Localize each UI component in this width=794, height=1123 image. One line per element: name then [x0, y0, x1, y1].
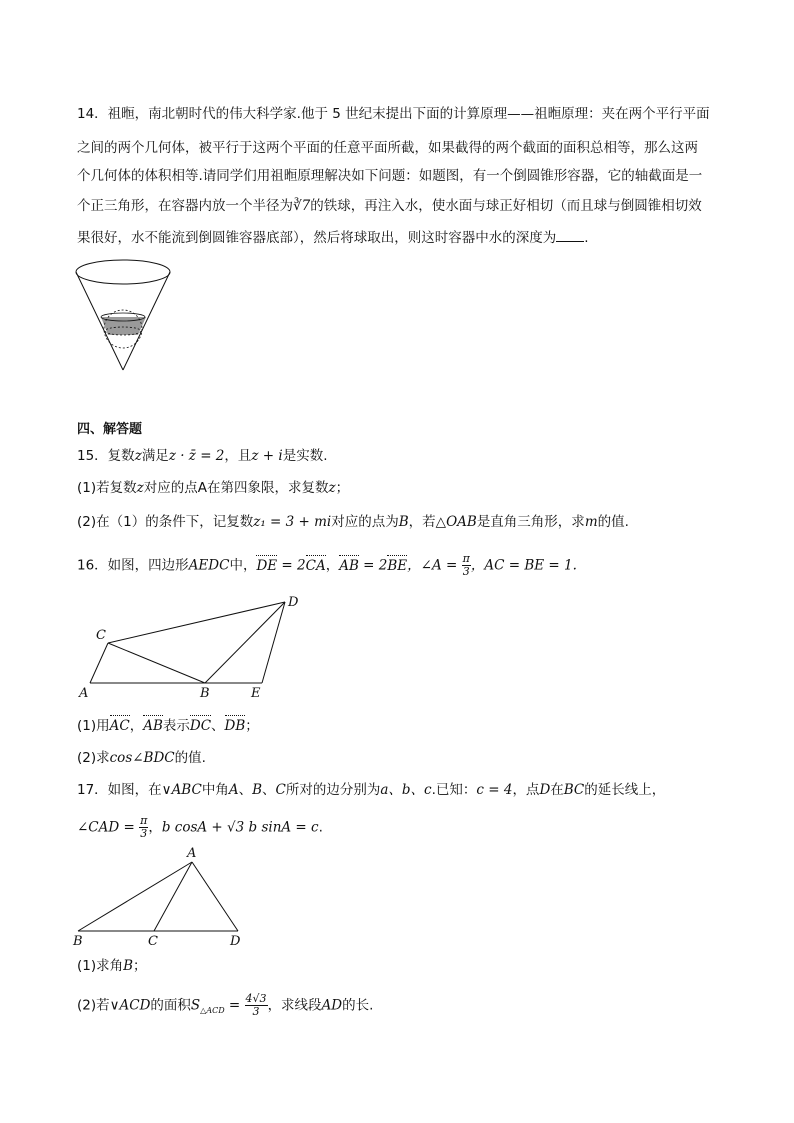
q15-text: ，且	[224, 448, 252, 464]
q17-text: .	[318, 819, 323, 836]
vector-CA: CA	[305, 557, 326, 574]
vector-DB: DB	[224, 718, 246, 734]
q16-equation: ，∠A =	[407, 557, 462, 574]
q15-text: 15．复数	[77, 448, 135, 464]
q15-equation: z₁ = 3 + mi	[253, 514, 332, 530]
q17-text: 的延长线上，	[584, 782, 666, 798]
q15-part-1	[77, 478, 349, 498]
q16-part-1	[77, 716, 259, 736]
q15-text: 是直角三角形，求	[476, 514, 585, 530]
fraction-num: 4√3	[245, 992, 267, 1005]
q16-text: 16．如图，四边形	[77, 557, 189, 574]
vector-DC: DC	[189, 718, 212, 734]
q17-var: ACD	[119, 997, 151, 1014]
label-D: D	[230, 934, 241, 949]
q15-text: ，若△	[408, 514, 447, 530]
fraction-num: π	[140, 814, 148, 827]
q15-text: 对应的点A在第四象限，求复数	[143, 480, 329, 496]
q17-var: A	[228, 782, 239, 798]
fraction-num: π	[462, 552, 470, 565]
label-C: C	[148, 934, 158, 949]
q15-text: 对应的点为	[331, 514, 399, 530]
q17-equation: b cosA + √3 b sinA = c	[161, 819, 319, 836]
q17-text: (2)若∨	[77, 997, 120, 1014]
q14-line-1: 14．祖暅，南北朝时代的伟大科学家.他于 5 世纪末提出下面的计算原理——祖暅原理：夹在两个平行平面	[77, 106, 710, 122]
vector-AB: AB	[143, 718, 163, 734]
q16-equation: = 2	[358, 557, 388, 574]
q17-line-2	[77, 815, 323, 840]
vector-DE: DE	[256, 557, 278, 574]
label-C: C	[96, 628, 106, 643]
triangle-figure	[70, 845, 260, 950]
q16-text: ，	[129, 718, 144, 734]
q16-text: 表示	[162, 718, 190, 734]
q17-text: 的面积	[150, 997, 191, 1014]
q14-text: 个正三角形，在容器内放一个半径为	[77, 198, 293, 214]
q15-equation: z · z̄ = 2	[168, 448, 225, 464]
q17-text: ，	[148, 819, 162, 836]
fraction-den: 3	[140, 827, 148, 840]
q17-text: 的长.	[342, 997, 374, 1014]
q16-text: ，	[325, 557, 340, 574]
q17-text: 17．如图，在∨	[77, 782, 172, 798]
q17-var: BC	[563, 782, 585, 798]
q16-text: (1)用	[77, 718, 110, 734]
fraction	[139, 815, 148, 840]
q17-text: ，求线段	[267, 997, 322, 1014]
q17-var: AD	[321, 997, 343, 1014]
label-A: A	[79, 686, 89, 700]
quadrilateral-figure	[70, 590, 310, 700]
q17-text: ，点	[512, 782, 540, 798]
label-B: B	[200, 686, 210, 700]
q17-part-2	[77, 993, 373, 1021]
q14-line-5: 果很好，水不能流到倒圆锥容器底部），然后将球取出，则这时容器中水的深度为 .	[77, 230, 589, 246]
fraction-den: 3	[252, 1005, 260, 1018]
q16-equation: cos∠BDC	[109, 750, 175, 766]
q17-equation: c = 4	[476, 782, 513, 798]
q16-equation: ，AC = BE = 1.	[470, 557, 577, 574]
cone-figure	[70, 255, 180, 375]
subscript: △ACD	[200, 1006, 225, 1016]
q17-part-1	[77, 956, 147, 976]
label-E: E	[251, 686, 261, 700]
q14-text: 的铁球，再注入水，使水面与球正好相切（而且球与倒圆锥相切效	[310, 198, 702, 214]
q15-var: z	[136, 480, 144, 496]
q16-text: (2)求	[77, 750, 110, 766]
q17-var: B	[123, 958, 134, 974]
section-title: 四、解答题	[77, 422, 143, 437]
q15-var: OAB	[446, 514, 477, 530]
q14-line-3: 个几何体的体积相等.请同学们用祖暅原理解决如下问题：如题图，有一个倒圆锥形容器，它的轴截面是一	[77, 168, 703, 184]
q15-var: B	[398, 514, 409, 530]
fraction-den: 3	[462, 565, 470, 578]
q17-text: 在	[550, 782, 564, 798]
q17-equation: =	[224, 997, 245, 1014]
label-B: B	[73, 934, 83, 949]
q15-text: (1)若复数	[77, 480, 137, 496]
q15-var: m	[584, 514, 598, 530]
q14-line-2: 之间的两个几何体，被平行于这两个平面的任意平面所截，如果截得的两个截面的面积总相等，那么这两	[77, 140, 698, 156]
q17-var: B	[252, 782, 262, 798]
q17-var: S	[190, 997, 201, 1014]
vector-AC: AC	[109, 718, 130, 734]
q17-text: 、	[261, 782, 276, 798]
answer-blank	[556, 229, 584, 242]
fraction	[462, 553, 471, 578]
label-D: D	[288, 595, 299, 610]
q17-text: 、	[238, 782, 253, 798]
q16-text: 、	[211, 718, 225, 734]
q16-text: 的值.	[174, 750, 206, 766]
q16-text: 中，	[229, 557, 257, 574]
q15-part-2	[77, 512, 629, 532]
q15-var: z	[328, 480, 336, 496]
vector-AB: AB	[339, 557, 359, 574]
q17-text: 所对的边分别为	[285, 782, 381, 798]
q17-text: (1)求角	[77, 958, 124, 974]
q16-part-2	[77, 748, 206, 768]
q17-var: D	[539, 782, 551, 798]
q15-text: 是实数.	[282, 448, 328, 464]
q17-var: C	[275, 782, 286, 798]
q15-equation: z + i	[251, 448, 283, 464]
q17-equation: ∠CAD =	[77, 819, 140, 836]
q14-radius: ∛7	[293, 198, 311, 214]
q14-text: 果很好，水不能流到倒圆锥容器底部），然后将球取出，则这时容器中水的深度为	[77, 230, 557, 246]
q16-line-1	[77, 553, 577, 578]
q15-text: 满足	[141, 448, 169, 464]
q15-text: ；	[335, 480, 350, 496]
q16-equation: = 2	[277, 557, 306, 574]
q17-var: ABC	[171, 782, 202, 798]
q15-text: (2)在（1）的条件下，记复数	[77, 514, 254, 530]
fraction	[245, 993, 268, 1018]
q16-text: ；	[245, 718, 259, 734]
q17-text: 中角	[201, 782, 229, 798]
q15-var: z	[134, 448, 142, 464]
label-A: A	[187, 846, 197, 861]
q17-var: a、b、c	[380, 782, 432, 798]
q17-line-1	[77, 780, 665, 800]
q15-line-1	[77, 446, 328, 466]
q17-text: ；	[133, 958, 147, 974]
q17-text: .已知：	[431, 782, 477, 798]
q14-line-4	[77, 196, 702, 216]
q16-var: AEDC	[188, 557, 230, 574]
vector-BE: BE	[387, 557, 408, 574]
q15-text: 的值.	[597, 514, 629, 530]
